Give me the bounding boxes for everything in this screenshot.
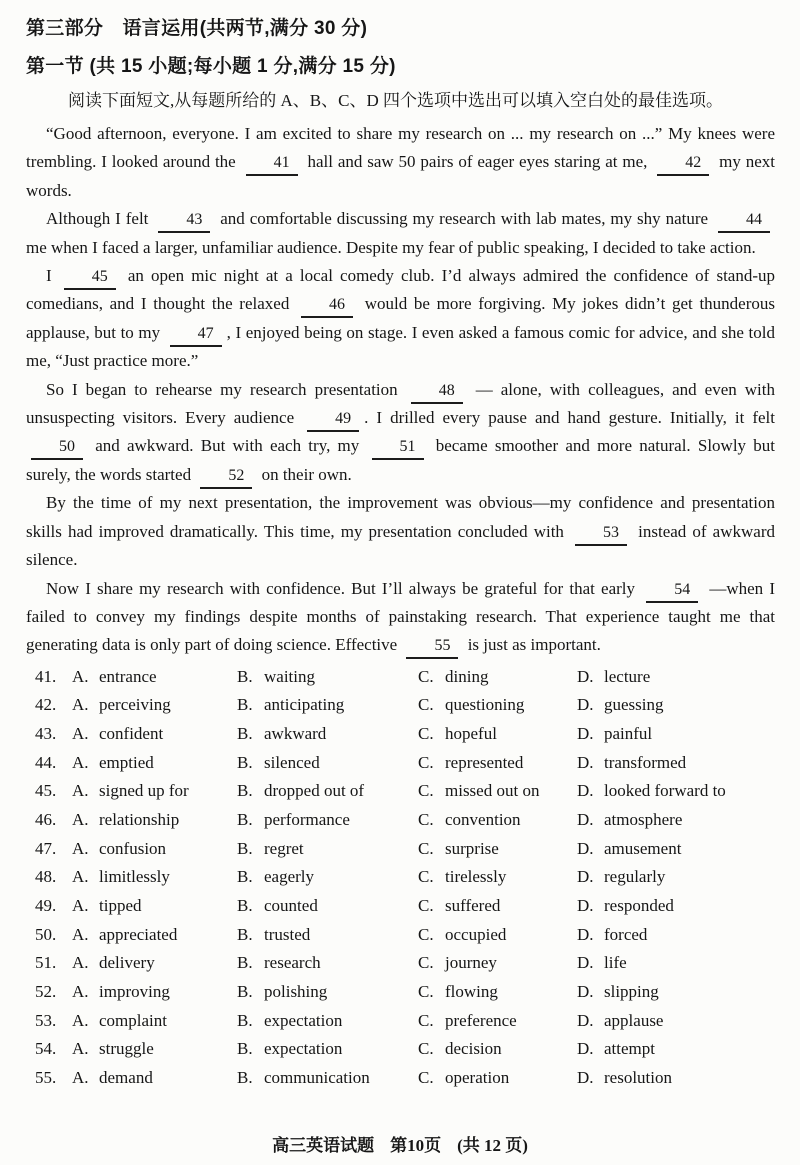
question-row-55 (26, 1064, 775, 1093)
option-52A (72, 978, 237, 1007)
cloze-blank-49: 49 (307, 407, 359, 432)
option-text: journey (445, 953, 497, 973)
option-41D (577, 663, 775, 692)
option-letter: A. (72, 1067, 89, 1087)
option-letter: A. (72, 695, 89, 715)
option-letter: A. (72, 981, 89, 1001)
option-letter: D. (577, 695, 594, 715)
option-46B (237, 806, 418, 835)
option-letter: B. (237, 953, 253, 973)
option-50A (72, 921, 237, 950)
footer-page-number: 第10页 (390, 1136, 442, 1155)
option-45D (577, 777, 775, 806)
option-55D (577, 1064, 775, 1093)
question-number: 52. (35, 981, 57, 1001)
option-letter: A. (72, 666, 89, 686)
option-49C (418, 892, 577, 921)
option-text: regularly (604, 867, 666, 887)
option-text: decision (445, 1039, 502, 1059)
option-53B (237, 1007, 418, 1036)
options-table (26, 663, 775, 1093)
option-text: demand (99, 1067, 153, 1087)
option-text: confusion (99, 838, 167, 858)
question-number: 55. (35, 1067, 57, 1087)
option-47B (237, 835, 418, 864)
option-43A (72, 720, 237, 749)
option-text: lecture (604, 666, 651, 686)
option-text: eagerly (264, 867, 315, 887)
option-text: atmosphere (604, 810, 683, 829)
option-text: tipped (99, 895, 142, 915)
footer-total-pages: (共 12 页) (457, 1136, 528, 1155)
option-letter: C. (418, 1039, 434, 1059)
question-number: 48. (35, 867, 57, 887)
cloze-blank-55: 55 (406, 634, 458, 659)
cloze-blank-45: 45 (64, 265, 116, 290)
option-41A (72, 663, 237, 692)
option-text: regret (264, 838, 304, 858)
option-text: polishing (264, 981, 328, 1001)
question-number: 53. (35, 1010, 57, 1030)
option-letter: A. (72, 810, 89, 829)
option-text: dining (445, 666, 489, 686)
option-54C (418, 1035, 577, 1064)
option-44A (72, 749, 237, 778)
cloze-blank-43: 43 (158, 208, 210, 233)
cloze-blank-44: 44 (718, 208, 770, 233)
option-letter: C. (418, 752, 434, 772)
question-row-51 (26, 949, 775, 978)
option-text: dropped out of (264, 781, 365, 801)
option-letter: C. (418, 724, 434, 744)
option-text: research (264, 953, 321, 973)
option-text: missed out on (445, 781, 540, 801)
option-51A (72, 949, 237, 978)
option-text: painful (604, 724, 653, 744)
option-letter: A. (72, 953, 89, 973)
option-letter: D. (577, 953, 594, 973)
option-text: limitlessly (99, 867, 170, 887)
option-letter: C. (418, 666, 434, 686)
option-text: guessing (604, 695, 664, 715)
question-row-45 (26, 777, 775, 806)
option-text: forced (604, 924, 648, 944)
option-letter: B. (237, 695, 253, 715)
cloze-blank-41: 41 (246, 151, 298, 176)
cloze-blank-53: 53 (575, 521, 627, 546)
option-text: appreciated (99, 924, 178, 944)
option-text: life (604, 953, 627, 973)
option-letter: B. (237, 838, 253, 858)
option-letter: D. (577, 781, 594, 801)
question-row-43 (26, 720, 775, 749)
option-text: questioning (445, 695, 525, 715)
option-47A (72, 835, 237, 864)
option-letter: A. (72, 1039, 89, 1059)
option-letter: D. (577, 838, 594, 858)
option-text: flowing (445, 981, 498, 1001)
option-letter: A. (72, 752, 89, 772)
option-text: resolution (604, 1067, 672, 1087)
option-46D (577, 806, 775, 835)
option-47D (577, 835, 775, 864)
cloze-blank-48: 48 (411, 379, 463, 404)
option-letter: C. (418, 810, 434, 829)
option-letter: D. (577, 1010, 594, 1030)
question-row-47 (26, 835, 775, 864)
option-text: operation (445, 1067, 510, 1087)
option-45B (237, 777, 418, 806)
option-text: anticipating (264, 695, 345, 715)
option-letter: C. (418, 695, 434, 715)
option-text: improving (99, 981, 170, 1001)
option-44C (418, 749, 577, 778)
option-50B (237, 921, 418, 950)
option-text: entrance (99, 666, 157, 686)
option-47C (418, 835, 577, 864)
option-46C (418, 806, 577, 835)
option-text: looked forward to (604, 781, 726, 801)
option-letter: B. (237, 666, 253, 686)
option-55A (72, 1064, 237, 1093)
question-row-50 (26, 921, 775, 950)
option-letter: B. (237, 810, 253, 829)
option-letter: B. (237, 1039, 253, 1059)
option-text: transformed (604, 752, 687, 772)
question-row-52 (26, 978, 775, 1007)
question-row-41 (26, 663, 775, 692)
cloze-blank-52: 52 (200, 464, 252, 489)
option-46A (72, 806, 237, 835)
option-letter: C. (418, 981, 434, 1001)
option-text: waiting (264, 666, 315, 686)
option-letter: D. (577, 752, 594, 772)
option-44B (237, 749, 418, 778)
option-text: occupied (445, 924, 507, 944)
option-45A (72, 777, 237, 806)
option-text: complaint (99, 1010, 167, 1030)
option-55C (418, 1064, 577, 1093)
option-42B (237, 691, 418, 720)
option-text: counted (264, 895, 318, 915)
option-text: emptied (99, 752, 154, 772)
question-row-49 (26, 892, 775, 921)
option-letter: B. (237, 1067, 253, 1087)
question-number: 44. (35, 752, 57, 772)
option-53A (72, 1007, 237, 1036)
option-text: struggle (99, 1039, 154, 1059)
option-text: tirelessly (445, 867, 507, 887)
option-letter: C. (418, 924, 434, 944)
option-text: slipping (604, 981, 659, 1001)
option-50D (577, 921, 775, 950)
option-letter: A. (72, 781, 89, 801)
passage-paragraph: So I began to rehearse my research presentation 48 — alone, with colleagues, and even with unsuspecting visitors. Every audience 49 . I drilled every pause and hand gesture. Initially, it felt 50 and awkward. But with each try, my 51 became smoother and more natural. Slowly but surely, the words started 52 on their own. (26, 376, 775, 490)
option-text: perceiving (99, 695, 171, 715)
passage-paragraph: I 45 an open mic night at a local comedy club. I’d always admired the confidence of stand-up comedians, and I thought the relaxed 46 would be more forgiving. My jokes didn’t get thunderous applause, but to my 47 , I enjoyed being on stage. I even asked a famous comic for advice, and she told me, “Just practice more.” (26, 266, 775, 371)
option-letter: A. (72, 724, 89, 744)
option-48D (577, 863, 775, 892)
option-text: convention (445, 810, 521, 829)
option-44D (577, 749, 775, 778)
option-54A (72, 1035, 237, 1064)
option-letter: C. (418, 895, 434, 915)
instructions: 阅读下面短文,从每题所给的 A、B、C、D 四个选项中选出可以填入空白处的最佳选项。 (68, 91, 723, 110)
option-letter: C. (418, 867, 434, 887)
option-letter: C. (418, 781, 434, 801)
option-text: represented (445, 752, 524, 772)
option-text: amusement (604, 838, 682, 858)
option-text: signed up for (99, 781, 189, 801)
option-letter: D. (577, 724, 594, 744)
question-number: 47. (35, 838, 57, 858)
option-text: communication (264, 1067, 370, 1087)
part-heading: 第三部分 语言运用(共两节,满分 30 分) (26, 18, 368, 39)
option-text: applause (604, 1010, 664, 1030)
option-text: preference (445, 1010, 517, 1030)
option-49D (577, 892, 775, 921)
cloze-blank-51: 51 (372, 435, 424, 460)
question-number: 45. (35, 781, 57, 801)
option-51B (237, 949, 418, 978)
question-number: 51. (35, 953, 57, 973)
section-heading: 第一节 (共 15 小题;每小题 1 分,满分 15 分) (26, 56, 396, 77)
question-number: 46. (35, 810, 57, 829)
option-41C (418, 663, 577, 692)
option-letter: A. (72, 924, 89, 944)
question-number: 50. (35, 924, 57, 944)
option-48C (418, 863, 577, 892)
passage-paragraph: “Good afternoon, everyone. I am excited to share my research on ... my research on ...” My knees were trembling. I looked around the 41 hall and saw 50 pairs of eager eyes staring at me, 42 my next words. (26, 124, 775, 200)
option-51C (418, 949, 577, 978)
option-49B (237, 892, 418, 921)
option-43C (418, 720, 577, 749)
option-54D (577, 1035, 775, 1064)
page-footer (0, 1131, 800, 1156)
option-text: expectation (264, 1039, 343, 1059)
option-50C (418, 921, 577, 950)
option-text: confident (99, 724, 164, 744)
option-letter: B. (237, 781, 253, 801)
cloze-blank-42: 42 (657, 151, 709, 176)
option-text: expectation (264, 1010, 343, 1030)
option-43D (577, 720, 775, 749)
question-row-42 (26, 691, 775, 720)
option-letter: C. (418, 953, 434, 973)
option-letter: B. (237, 924, 253, 944)
cloze-blank-54: 54 (646, 578, 698, 603)
option-53D (577, 1007, 775, 1036)
option-text: silenced (264, 752, 320, 772)
option-text: suffered (445, 895, 501, 915)
option-41B (237, 663, 418, 692)
option-51D (577, 949, 775, 978)
option-letter: B. (237, 752, 253, 772)
option-53C (418, 1007, 577, 1036)
option-42A (72, 691, 237, 720)
option-letter: B. (237, 1010, 253, 1030)
option-text: relationship (99, 810, 180, 829)
passage-paragraph: Although I felt 43 and comfortable discussing my research with lab mates, my shy nature 44 me when I faced a larger, unfamiliar audience. Despite my fear of public speaking, I decided to take action. (26, 205, 775, 262)
option-letter: A. (72, 867, 89, 887)
question-number: 41. (35, 666, 57, 686)
option-text: surprise (445, 838, 499, 858)
passage (26, 120, 775, 660)
option-letter: D. (577, 895, 594, 915)
option-letter: D. (577, 1067, 594, 1087)
option-49A (72, 892, 237, 921)
option-52B (237, 978, 418, 1007)
question-number: 54. (35, 1039, 57, 1059)
option-text: responded (604, 895, 674, 915)
option-letter: D. (577, 867, 594, 887)
passage-paragraph: Now I share my research with confidence. But I’ll always be grateful for that early 54 —when I failed to convey my findings despite months of painstaking research. That experience taught me that generating data is only part of doing science. Effective 55 is just as important. (26, 575, 775, 660)
option-letter: A. (72, 895, 89, 915)
question-row-48 (26, 863, 775, 892)
question-number: 49. (35, 895, 57, 915)
option-letter: A. (72, 838, 89, 858)
question-row-53 (26, 1007, 775, 1036)
option-letter: D. (577, 810, 594, 829)
option-letter: A. (72, 1010, 89, 1030)
option-text: awkward (264, 724, 327, 744)
option-letter: D. (577, 666, 594, 686)
footer-exam-title: 高三英语试题 (272, 1136, 375, 1155)
question-number: 42. (35, 695, 57, 715)
cloze-blank-46: 46 (301, 293, 353, 318)
option-text: hopeful (445, 724, 497, 744)
cloze-blank-50: 50 (31, 435, 83, 460)
cloze-blank-47: 47 (170, 322, 222, 347)
question-number: 43. (35, 724, 57, 744)
option-45C (418, 777, 577, 806)
option-43B (237, 720, 418, 749)
option-text: delivery (99, 953, 155, 973)
passage-paragraph: By the time of my next presentation, the improvement was obvious—my confidence and presentation skills had improved dramatically. This time, my presentation concluded with 53 instead of awkward silence. (26, 493, 775, 570)
option-letter: C. (418, 1067, 434, 1087)
option-letter: C. (418, 1010, 434, 1030)
question-row-54 (26, 1035, 775, 1064)
option-letter: B. (237, 895, 253, 915)
option-letter: D. (577, 924, 594, 944)
option-52C (418, 978, 577, 1007)
option-letter: D. (577, 1039, 594, 1059)
option-text: trusted (264, 924, 311, 944)
question-row-46 (26, 806, 775, 835)
option-42C (418, 691, 577, 720)
question-row-44 (26, 749, 775, 778)
option-text: attempt (604, 1039, 655, 1059)
option-42D (577, 691, 775, 720)
option-letter: C. (418, 838, 434, 858)
option-text: performance (264, 810, 350, 829)
option-48B (237, 863, 418, 892)
option-letter: B. (237, 981, 253, 1001)
option-54B (237, 1035, 418, 1064)
option-letter: B. (237, 867, 253, 887)
option-52D (577, 978, 775, 1007)
option-55B (237, 1064, 418, 1093)
option-letter: D. (577, 981, 594, 1001)
option-letter: B. (237, 724, 253, 744)
option-48A (72, 863, 237, 892)
